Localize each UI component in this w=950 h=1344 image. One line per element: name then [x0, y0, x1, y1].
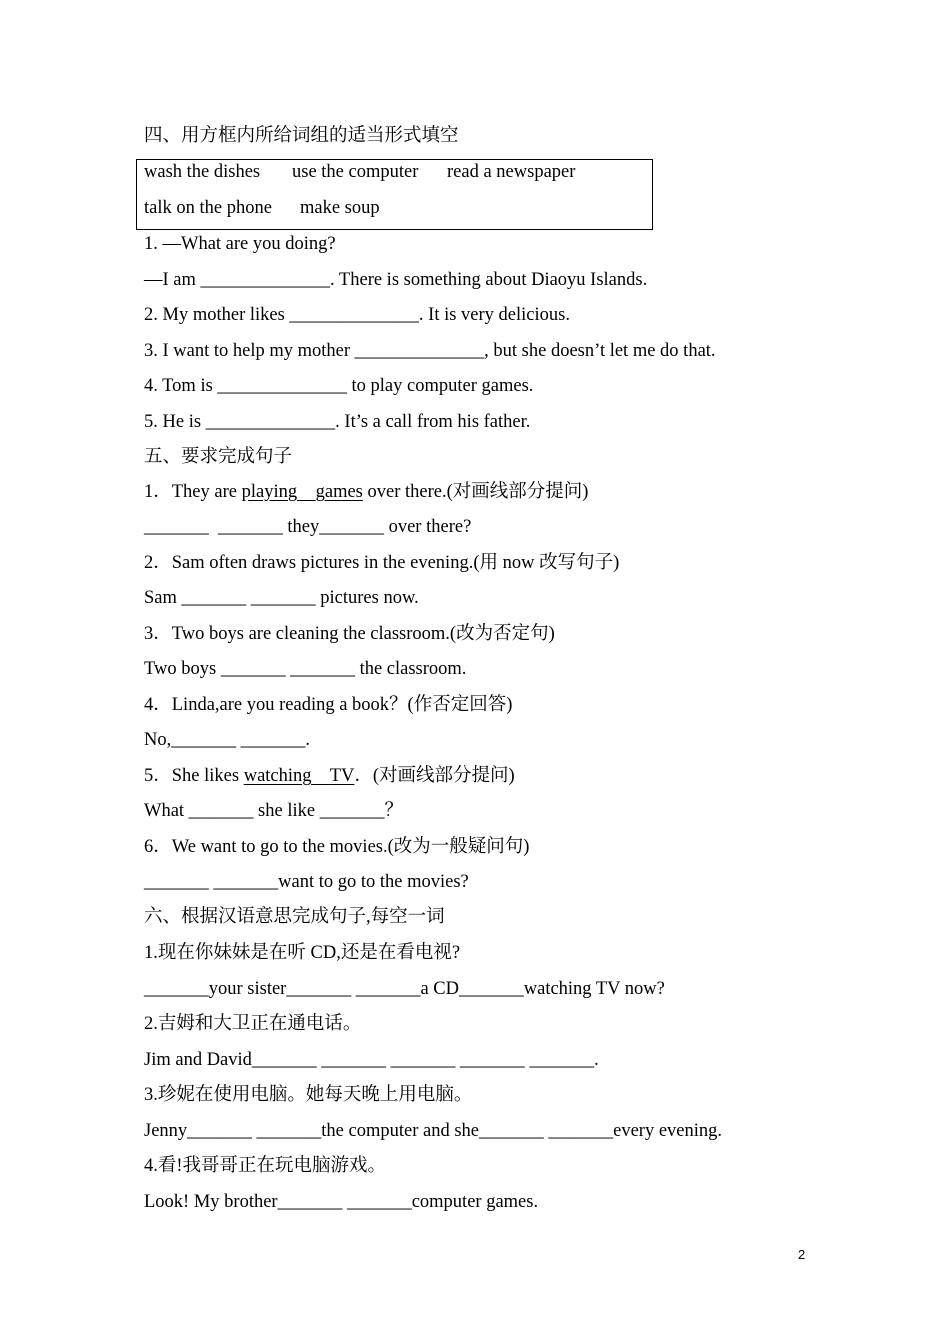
s5-answer-6: _______ _______want to go to the movies? [144, 872, 469, 892]
word-box-item: read a newspaper [447, 162, 576, 182]
s5-answer-2: Sam _______ _______ pictures now. [144, 588, 419, 608]
section-5-heading: 五、要求完成句子 [144, 447, 293, 467]
s5-answer-4: No,_______ _______. [144, 730, 310, 750]
s5-question-4: 4．Linda,are you reading a book？(作否定回答) [144, 695, 513, 715]
s5-question-6: 6．We want to go to the movies.(改为一般疑问句) [144, 837, 530, 857]
s5-question-2: 2．Sam often draws pictures in the evening.(用 now 改写句子) [144, 553, 620, 573]
word-box-item: make soup [300, 198, 380, 218]
s4-line: 1. —What are you doing? [144, 234, 336, 254]
s6-line: 1.现在你妹妹是在听 CD,还是在看电视? [144, 943, 461, 963]
s4-line: 3. I want to help my mother ______________, but she doesn’t let me do that. [144, 341, 716, 361]
word-box-item: use the computer [292, 162, 419, 182]
s4-line: —I am ______________. There is something about Diaoyu Islands. [144, 270, 648, 290]
section-6-heading: 六、根据汉语意思完成句子,每空一词 [144, 907, 445, 927]
s4-line: 5. He is ______________. It’s a call from his father. [144, 412, 531, 432]
s6-line: 2.吉姆和大卫正在通电话。 [144, 1014, 362, 1034]
s5-answer-3: Two boys _______ _______ the classroom. [144, 659, 467, 679]
word-box-item: wash the dishes [144, 162, 261, 182]
s5-question-1: 1．They are playing games over there.(对画线部分提问) [144, 482, 589, 502]
s5-answer-1: _______ _______ they_______ over there? [144, 517, 472, 537]
s5-answer-5: What _______ she like _______？ [144, 801, 403, 821]
s6-line: 4.看!我哥哥正在玩电脑游戏。 [144, 1156, 387, 1176]
section-4-heading: 四、用方框内所给词组的适当形式填空 [144, 126, 459, 146]
s4-line: 4. Tom is ______________ to play computer games. [144, 376, 534, 396]
s5-question-3: 3．Two boys are cleaning the classroom.(改为否定句) [144, 624, 555, 644]
s6-line: Jenny_______ _______the computer and she_______ _______every evening. [144, 1121, 723, 1141]
s6-line: Look! My brother_______ _______computer games. [144, 1192, 539, 1212]
word-box [136, 159, 653, 230]
s6-line: _______your sister_______ _______a CD_______watching TV now? [144, 979, 665, 999]
s6-line: 3.珍妮在使用电脑。她每天晚上用电脑。 [144, 1085, 473, 1105]
s4-line: 2. My mother likes ______________. It is very delicious. [144, 305, 570, 325]
s6-line: Jim and David_______ _______ _______ _______ _______. [144, 1050, 599, 1070]
word-box-item: talk on the phone [144, 198, 272, 218]
page-number: 2 [798, 1247, 806, 1262]
s5-question-5: 5．She likes watching TV．(对画线部分提问) [144, 766, 515, 786]
